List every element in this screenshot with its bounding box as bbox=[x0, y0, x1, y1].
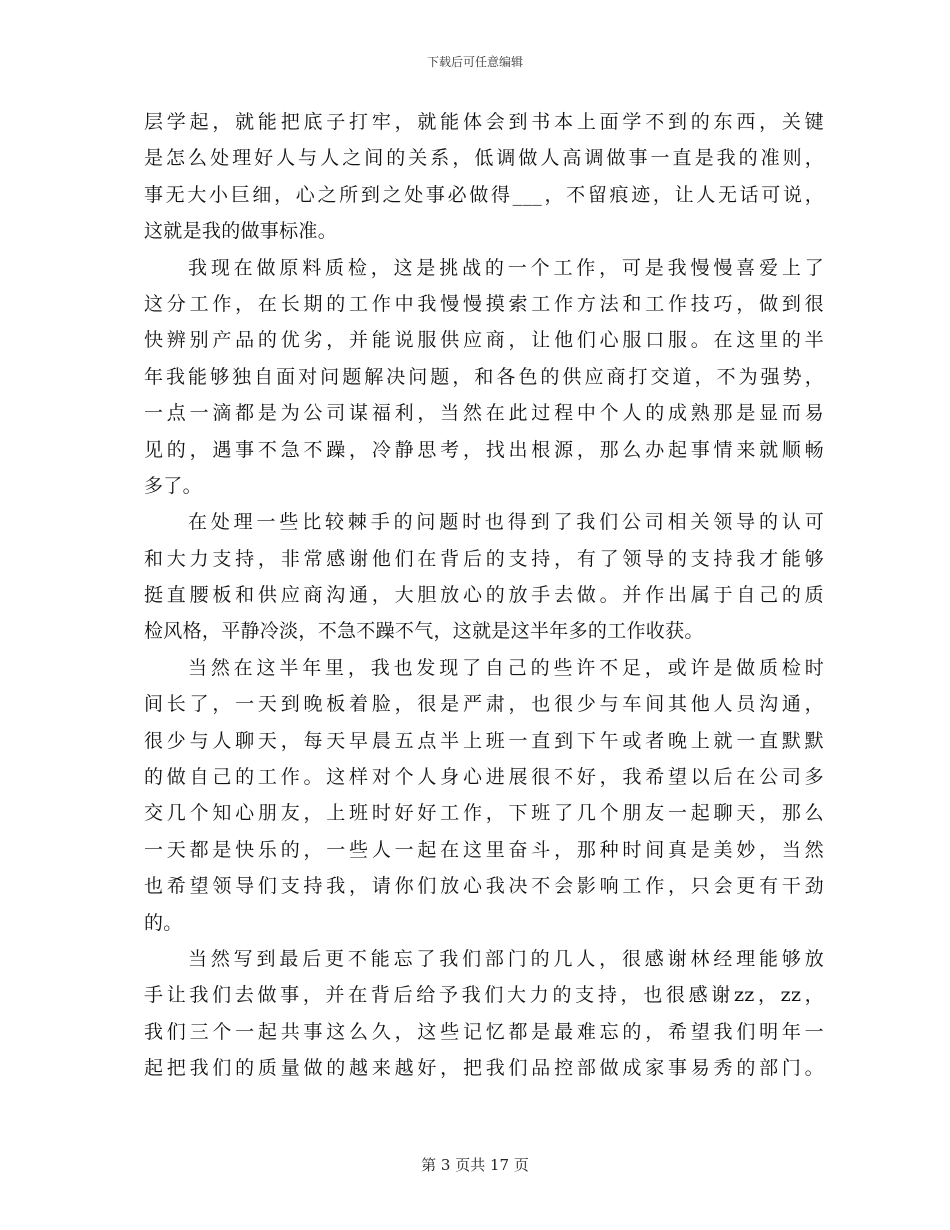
text-line: 多了。 bbox=[144, 474, 202, 497]
text-line: 一天都是快乐的，一些人一起在这里奋斗，那种时间真是美妙，当然 bbox=[144, 838, 824, 861]
text-line: 间长了，一天到晚板着脸，很是严肃，也很少与车间其他人员沟通， bbox=[144, 693, 824, 716]
text-line: 交几个知心朋友，上班时好好工作，下班了几个朋友一起聊天，那么 bbox=[144, 802, 824, 825]
text-line: 在处理一些比较棘手的问题时也得到了我们公司相关领导的认可 bbox=[188, 511, 824, 534]
text-line: 很少与人聊天，每天早晨五点半上班一直到下午或者晚上就一直默默 bbox=[144, 729, 824, 752]
paragraph bbox=[144, 941, 824, 1087]
paragraph bbox=[144, 650, 824, 941]
text-line: 也希望领导们支持我，请你们放心我决不会影响工作，只会更有干劲 bbox=[144, 875, 824, 898]
page-header: 下载后可任意编辑 bbox=[426, 55, 523, 69]
text-line: 我们三个一起共事这么久，这些记忆都是最难忘的，希望我们明年一 bbox=[144, 1020, 824, 1043]
text-line: 挺直腰板和供应商沟通，大胆放心的放手去做。并作出属于自己的质 bbox=[144, 584, 824, 607]
text-line: 起把我们的质量做的越来越好，把我们品控部做成家事易秀的部门。 bbox=[144, 1057, 824, 1080]
page-number: 第 3 页共 17 页 bbox=[421, 1156, 529, 1174]
text-line: 层学起，就能把底子打牢，就能体会到书本上面学不到的东西，关键 bbox=[144, 111, 824, 133]
text-line: 的做自己的工作。这样对个人身心进展很不好，我希望以后在公司多 bbox=[144, 766, 824, 789]
text-line: 这就是我的做事标准。 bbox=[144, 220, 338, 243]
text-line: 当然写到最后更不能忘了我们部门的几人，很感谢林经理能够放 bbox=[188, 947, 824, 970]
text-line: 检风格，平静冷淡，不急不躁不气，这就是这半年多的工作收获。 bbox=[144, 620, 704, 643]
text-line: 当然在这半年里，我也发现了自己的些许不足，或许是做质检时 bbox=[188, 656, 824, 679]
document-body bbox=[144, 104, 824, 1087]
paragraph bbox=[144, 104, 824, 250]
text-line: 一点一滴都是为公司谋福利，当然在此过程中个人的成熟那是显而易 bbox=[144, 402, 824, 425]
paragraph bbox=[144, 250, 824, 505]
text-line: 快辨别产品的优劣，并能说服供应商，让他们心服口服。在这里的半 bbox=[144, 329, 824, 352]
text-line: 的。 bbox=[144, 911, 183, 934]
text-line: 手让我们去做事，并在背后给予我们大力的支持，也很感谢zz，zz， bbox=[144, 984, 824, 1007]
text-line: 这分工作，在长期的工作中我慢慢摸索工作方法和工作技巧，做到很 bbox=[144, 292, 824, 315]
text-line: 事无大小巨细，心之所到之处事必做得___，不留痕迹，让人无话可说， bbox=[144, 183, 824, 206]
paragraph bbox=[144, 504, 824, 650]
text-line: 见的，遇事不急不躁，冷静思考，找出根源，那么办起事情来就顺畅 bbox=[144, 438, 824, 461]
text-line: 我现在做原料质检，这是挑战的一个工作，可是我慢慢喜爱上了 bbox=[188, 256, 824, 279]
text-line: 年我能够独自面对问题解决问题，和各色的供应商打交道，不为强势， bbox=[144, 365, 824, 388]
text-line: 是怎么处理好人与人之间的关系，低调做人高调做事一直是我的准则， bbox=[144, 147, 824, 170]
text-line: 和大力支持，非常感谢他们在背后的支持，有了领导的支持我才能够 bbox=[144, 547, 824, 570]
